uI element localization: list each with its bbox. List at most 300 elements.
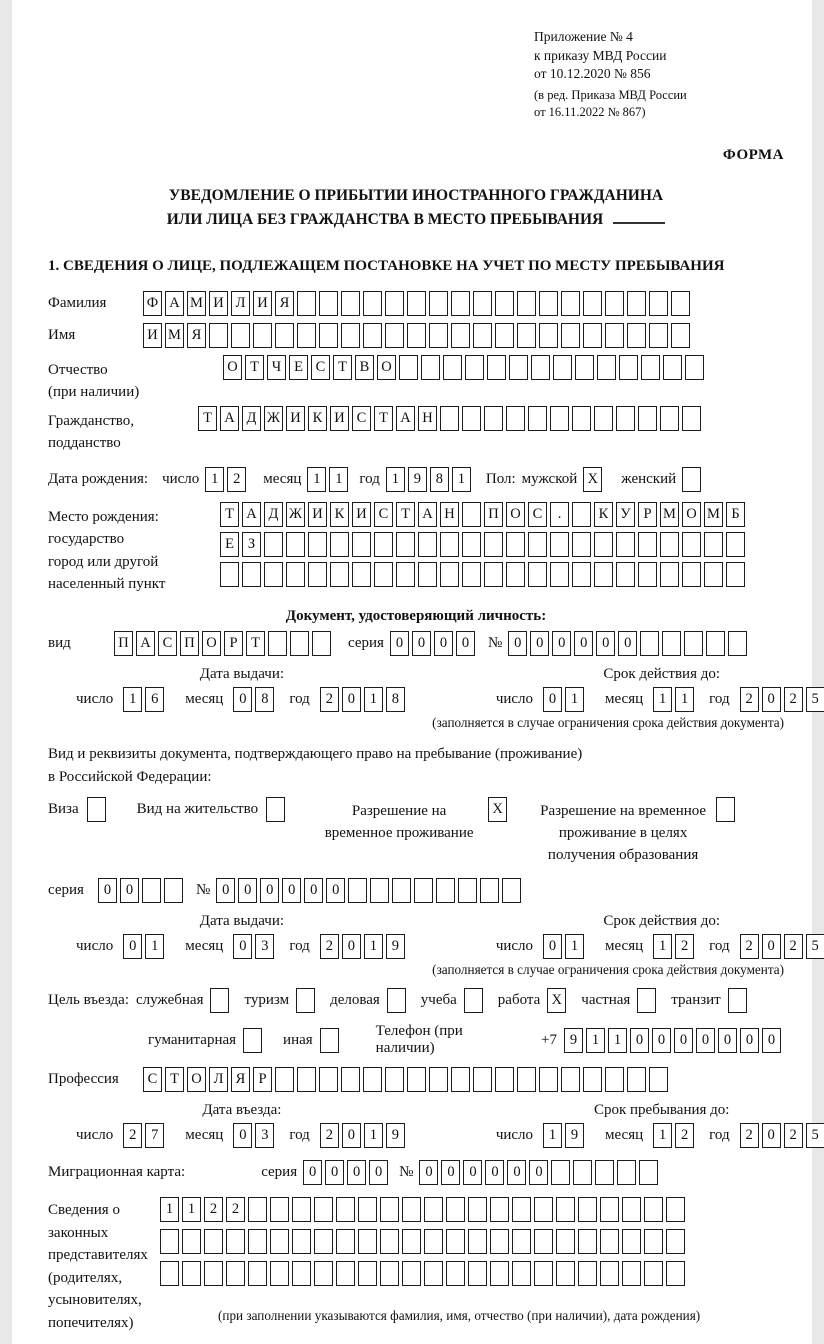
char-cell[interactable]: 2: [227, 467, 246, 492]
char-cell[interactable]: [600, 1197, 619, 1222]
char-cell[interactable]: [464, 988, 483, 1013]
char-cell[interactable]: 0: [325, 1160, 344, 1185]
char-cell[interactable]: 0: [434, 631, 453, 656]
char-cell[interactable]: [480, 878, 499, 903]
char-cell[interactable]: [663, 355, 682, 380]
char-cell[interactable]: Т: [374, 406, 393, 431]
char-cell[interactable]: 0: [485, 1160, 504, 1185]
char-cell[interactable]: М: [165, 323, 184, 348]
char-cell[interactable]: Я: [187, 323, 206, 348]
char-cell[interactable]: [363, 291, 382, 316]
char-cell[interactable]: [484, 532, 503, 557]
char-cell[interactable]: [528, 406, 547, 431]
char-cell[interactable]: [509, 355, 528, 380]
char-cell[interactable]: [575, 355, 594, 380]
char-cell[interactable]: Б: [726, 502, 745, 527]
char-cell[interactable]: И: [253, 291, 272, 316]
char-cell[interactable]: [363, 323, 382, 348]
char-cell[interactable]: [220, 562, 239, 587]
char-cell[interactable]: [682, 406, 701, 431]
char-cell[interactable]: 2: [320, 687, 339, 712]
char-cell[interactable]: [264, 562, 283, 587]
char-cell[interactable]: [644, 1261, 663, 1286]
char-cell[interactable]: [182, 1229, 201, 1254]
char-cell[interactable]: И: [330, 406, 349, 431]
char-cell[interactable]: 0: [304, 878, 323, 903]
char-cell[interactable]: [429, 323, 448, 348]
char-cell[interactable]: 1: [653, 687, 672, 712]
char-cell[interactable]: 1: [123, 687, 142, 712]
char-cell[interactable]: [465, 355, 484, 380]
char-cell[interactable]: П: [114, 631, 133, 656]
char-cell[interactable]: [142, 878, 161, 903]
char-cell[interactable]: [517, 291, 536, 316]
char-cell[interactable]: [528, 532, 547, 557]
char-cell[interactable]: [539, 323, 558, 348]
char-cell[interactable]: 0: [762, 1028, 781, 1053]
char-cell[interactable]: 0: [718, 1028, 737, 1053]
char-cell[interactable]: 5: [806, 1123, 824, 1148]
char-cell[interactable]: И: [308, 502, 327, 527]
char-cell[interactable]: [440, 562, 459, 587]
char-cell[interactable]: [374, 532, 393, 557]
char-cell[interactable]: 1: [145, 934, 164, 959]
char-cell[interactable]: [726, 562, 745, 587]
char-cell[interactable]: [490, 1261, 509, 1286]
char-cell[interactable]: [440, 406, 459, 431]
char-cell[interactable]: 1: [364, 687, 383, 712]
char-cell[interactable]: [473, 1067, 492, 1092]
char-cell[interactable]: [286, 532, 305, 557]
char-cell[interactable]: С: [352, 406, 371, 431]
char-cell[interactable]: [352, 562, 371, 587]
char-cell[interactable]: О: [187, 1067, 206, 1092]
char-cell[interactable]: [468, 1261, 487, 1286]
char-cell[interactable]: Е: [289, 355, 308, 380]
char-cell[interactable]: [649, 1067, 668, 1092]
char-cell[interactable]: [716, 797, 735, 822]
char-cell[interactable]: [292, 1261, 311, 1286]
char-cell[interactable]: 0: [233, 1123, 252, 1148]
char-cell[interactable]: [336, 1261, 355, 1286]
char-cell[interactable]: [512, 1261, 531, 1286]
char-cell[interactable]: Н: [418, 406, 437, 431]
char-cell[interactable]: 1: [307, 467, 326, 492]
char-cell[interactable]: Ф: [143, 291, 162, 316]
char-cell[interactable]: [605, 291, 624, 316]
char-cell[interactable]: [640, 631, 659, 656]
char-cell[interactable]: 0: [762, 1123, 781, 1148]
char-cell[interactable]: [490, 1197, 509, 1222]
char-cell[interactable]: [539, 1067, 558, 1092]
char-cell[interactable]: 2: [740, 1123, 759, 1148]
char-cell[interactable]: [462, 562, 481, 587]
char-cell[interactable]: 7: [145, 1123, 164, 1148]
char-cell[interactable]: [308, 532, 327, 557]
char-cell[interactable]: [728, 988, 747, 1013]
char-cell[interactable]: [600, 1261, 619, 1286]
char-cell[interactable]: З: [242, 532, 261, 557]
char-cell[interactable]: [429, 291, 448, 316]
char-cell[interactable]: [451, 1067, 470, 1092]
char-cell[interactable]: Л: [231, 291, 250, 316]
char-cell[interactable]: И: [209, 291, 228, 316]
char-cell[interactable]: [348, 878, 367, 903]
char-cell[interactable]: [374, 562, 393, 587]
char-cell[interactable]: 0: [441, 1160, 460, 1185]
char-cell[interactable]: 0: [98, 878, 117, 903]
char-cell[interactable]: 0: [216, 878, 235, 903]
char-cell[interactable]: [534, 1229, 553, 1254]
char-cell[interactable]: [231, 323, 250, 348]
char-cell[interactable]: [297, 1067, 316, 1092]
char-cell[interactable]: 9: [408, 467, 427, 492]
char-cell[interactable]: Р: [638, 502, 657, 527]
char-cell[interactable]: Т: [198, 406, 217, 431]
char-cell[interactable]: 0: [552, 631, 571, 656]
char-cell[interactable]: И: [143, 323, 162, 348]
char-cell[interactable]: И: [352, 502, 371, 527]
char-cell[interactable]: В: [355, 355, 374, 380]
char-cell[interactable]: 2: [226, 1197, 245, 1222]
char-cell[interactable]: 2: [740, 934, 759, 959]
char-cell[interactable]: П: [484, 502, 503, 527]
char-cell[interactable]: [572, 532, 591, 557]
char-cell[interactable]: 8: [255, 687, 274, 712]
char-cell[interactable]: 2: [784, 687, 803, 712]
char-cell[interactable]: 1: [543, 1123, 562, 1148]
char-cell[interactable]: Ч: [267, 355, 286, 380]
char-cell[interactable]: 3: [255, 934, 274, 959]
char-cell[interactable]: [627, 323, 646, 348]
char-cell[interactable]: [517, 323, 536, 348]
char-cell[interactable]: [495, 291, 514, 316]
char-cell[interactable]: 1: [675, 687, 694, 712]
char-cell[interactable]: [572, 406, 591, 431]
char-cell[interactable]: [297, 291, 316, 316]
char-cell[interactable]: 0: [696, 1028, 715, 1053]
char-cell[interactable]: [402, 1197, 421, 1222]
char-cell[interactable]: [204, 1229, 223, 1254]
char-cell[interactable]: [594, 532, 613, 557]
char-cell[interactable]: [605, 323, 624, 348]
char-cell[interactable]: [380, 1261, 399, 1286]
char-cell[interactable]: Р: [224, 631, 243, 656]
char-cell[interactable]: [512, 1197, 531, 1222]
char-cell[interactable]: [380, 1229, 399, 1254]
char-cell[interactable]: [458, 878, 477, 903]
char-cell[interactable]: [622, 1261, 641, 1286]
char-cell[interactable]: [407, 323, 426, 348]
char-cell[interactable]: [330, 532, 349, 557]
char-cell[interactable]: 1: [565, 687, 584, 712]
char-cell[interactable]: X: [583, 467, 602, 492]
char-cell[interactable]: [451, 291, 470, 316]
char-cell[interactable]: 6: [145, 687, 164, 712]
char-cell[interactable]: 2: [320, 1123, 339, 1148]
char-cell[interactable]: [726, 532, 745, 557]
char-cell[interactable]: 2: [123, 1123, 142, 1148]
char-cell[interactable]: [561, 291, 580, 316]
char-cell[interactable]: М: [704, 502, 723, 527]
char-cell[interactable]: С: [311, 355, 330, 380]
char-cell[interactable]: О: [377, 355, 396, 380]
char-cell[interactable]: [473, 291, 492, 316]
char-cell[interactable]: 0: [342, 687, 361, 712]
char-cell[interactable]: [671, 323, 690, 348]
char-cell[interactable]: [637, 988, 656, 1013]
char-cell[interactable]: [660, 532, 679, 557]
char-cell[interactable]: [164, 878, 183, 903]
char-cell[interactable]: [638, 532, 657, 557]
char-cell[interactable]: [320, 1028, 339, 1053]
char-cell[interactable]: [209, 323, 228, 348]
char-cell[interactable]: 0: [543, 934, 562, 959]
char-cell[interactable]: Я: [275, 291, 294, 316]
char-cell[interactable]: [600, 1229, 619, 1254]
char-cell[interactable]: 1: [364, 934, 383, 959]
char-cell[interactable]: 3: [255, 1123, 274, 1148]
char-cell[interactable]: М: [187, 291, 206, 316]
char-cell[interactable]: [556, 1229, 575, 1254]
char-cell[interactable]: М: [660, 502, 679, 527]
char-cell[interactable]: [319, 291, 338, 316]
char-cell[interactable]: [270, 1261, 289, 1286]
char-cell[interactable]: 1: [364, 1123, 383, 1148]
char-cell[interactable]: 0: [282, 878, 301, 903]
char-cell[interactable]: [517, 1067, 536, 1092]
char-cell[interactable]: [506, 562, 525, 587]
char-cell[interactable]: А: [136, 631, 155, 656]
char-cell[interactable]: [312, 631, 331, 656]
char-cell[interactable]: [490, 1229, 509, 1254]
char-cell[interactable]: [578, 1197, 597, 1222]
char-cell[interactable]: 2: [320, 934, 339, 959]
char-cell[interactable]: 1: [608, 1028, 627, 1053]
char-cell[interactable]: И: [286, 406, 305, 431]
char-cell[interactable]: [341, 291, 360, 316]
char-cell[interactable]: 5: [806, 934, 824, 959]
char-cell[interactable]: [418, 532, 437, 557]
char-cell[interactable]: [550, 532, 569, 557]
char-cell[interactable]: [572, 562, 591, 587]
char-cell[interactable]: 0: [574, 631, 593, 656]
char-cell[interactable]: 0: [369, 1160, 388, 1185]
char-cell[interactable]: [446, 1229, 465, 1254]
char-cell[interactable]: [160, 1261, 179, 1286]
char-cell[interactable]: [363, 1067, 382, 1092]
char-cell[interactable]: [617, 1160, 636, 1185]
char-cell[interactable]: [414, 878, 433, 903]
char-cell[interactable]: [622, 1229, 641, 1254]
char-cell[interactable]: [666, 1229, 685, 1254]
char-cell[interactable]: [462, 502, 481, 527]
char-cell[interactable]: [226, 1229, 245, 1254]
char-cell[interactable]: 8: [386, 687, 405, 712]
char-cell[interactable]: С: [374, 502, 393, 527]
char-cell[interactable]: [248, 1229, 267, 1254]
char-cell[interactable]: 0: [463, 1160, 482, 1185]
char-cell[interactable]: Ж: [264, 406, 283, 431]
char-cell[interactable]: [462, 532, 481, 557]
char-cell[interactable]: 1: [160, 1197, 179, 1222]
char-cell[interactable]: [330, 562, 349, 587]
char-cell[interactable]: Т: [396, 502, 415, 527]
char-cell[interactable]: [583, 291, 602, 316]
char-cell[interactable]: [728, 631, 747, 656]
char-cell[interactable]: С: [528, 502, 547, 527]
char-cell[interactable]: 0: [233, 934, 252, 959]
char-cell[interactable]: [248, 1261, 267, 1286]
char-cell[interactable]: 0: [120, 878, 139, 903]
char-cell[interactable]: [264, 532, 283, 557]
char-cell[interactable]: 0: [412, 631, 431, 656]
char-cell[interactable]: [627, 1067, 646, 1092]
char-cell[interactable]: С: [143, 1067, 162, 1092]
char-cell[interactable]: 2: [675, 1123, 694, 1148]
char-cell[interactable]: 1: [452, 467, 471, 492]
char-cell[interactable]: 1: [565, 934, 584, 959]
char-cell[interactable]: 2: [784, 1123, 803, 1148]
char-cell[interactable]: 1: [329, 467, 348, 492]
char-cell[interactable]: [387, 988, 406, 1013]
char-cell[interactable]: [418, 562, 437, 587]
char-cell[interactable]: [270, 1197, 289, 1222]
char-cell[interactable]: [528, 562, 547, 587]
char-cell[interactable]: [440, 532, 459, 557]
char-cell[interactable]: [644, 1229, 663, 1254]
char-cell[interactable]: 0: [456, 631, 475, 656]
char-cell[interactable]: 0: [342, 1123, 361, 1148]
char-cell[interactable]: [385, 1067, 404, 1092]
char-cell[interactable]: [484, 562, 503, 587]
char-cell[interactable]: [578, 1261, 597, 1286]
char-cell[interactable]: А: [220, 406, 239, 431]
char-cell[interactable]: 0: [507, 1160, 526, 1185]
char-cell[interactable]: 1: [653, 934, 672, 959]
char-cell[interactable]: [473, 323, 492, 348]
char-cell[interactable]: А: [418, 502, 437, 527]
char-cell[interactable]: [641, 355, 660, 380]
char-cell[interactable]: Т: [165, 1067, 184, 1092]
char-cell[interactable]: [358, 1261, 377, 1286]
char-cell[interactable]: [446, 1261, 465, 1286]
char-cell[interactable]: .: [550, 502, 569, 527]
char-cell[interactable]: [502, 878, 521, 903]
char-cell[interactable]: [336, 1229, 355, 1254]
char-cell[interactable]: 0: [260, 878, 279, 903]
char-cell[interactable]: [352, 532, 371, 557]
char-cell[interactable]: 2: [784, 934, 803, 959]
char-cell[interactable]: 0: [390, 631, 409, 656]
char-cell[interactable]: [421, 355, 440, 380]
char-cell[interactable]: [248, 1197, 267, 1222]
char-cell[interactable]: 8: [430, 467, 449, 492]
char-cell[interactable]: [468, 1229, 487, 1254]
char-cell[interactable]: [385, 291, 404, 316]
char-cell[interactable]: 2: [204, 1197, 223, 1222]
char-cell[interactable]: [270, 1229, 289, 1254]
char-cell[interactable]: [243, 1028, 262, 1053]
char-cell[interactable]: [268, 631, 287, 656]
char-cell[interactable]: [685, 355, 704, 380]
char-cell[interactable]: 0: [238, 878, 257, 903]
char-cell[interactable]: А: [242, 502, 261, 527]
char-cell[interactable]: [468, 1197, 487, 1222]
char-cell[interactable]: X: [488, 797, 507, 822]
char-cell[interactable]: [682, 532, 701, 557]
char-cell[interactable]: [682, 467, 701, 492]
char-cell[interactable]: [242, 562, 261, 587]
char-cell[interactable]: У: [616, 502, 635, 527]
char-cell[interactable]: [666, 1261, 685, 1286]
char-cell[interactable]: 0: [652, 1028, 671, 1053]
char-cell[interactable]: [616, 562, 635, 587]
char-cell[interactable]: [649, 323, 668, 348]
char-cell[interactable]: [660, 406, 679, 431]
char-cell[interactable]: [341, 323, 360, 348]
char-cell[interactable]: [385, 323, 404, 348]
char-cell[interactable]: 0: [123, 934, 142, 959]
char-cell[interactable]: 2: [675, 934, 694, 959]
char-cell[interactable]: [597, 355, 616, 380]
char-cell[interactable]: 0: [762, 687, 781, 712]
char-cell[interactable]: О: [506, 502, 525, 527]
char-cell[interactable]: П: [180, 631, 199, 656]
char-cell[interactable]: [619, 355, 638, 380]
char-cell[interactable]: [484, 406, 503, 431]
char-cell[interactable]: [399, 355, 418, 380]
char-cell[interactable]: [644, 1197, 663, 1222]
char-cell[interactable]: [487, 355, 506, 380]
char-cell[interactable]: [553, 355, 572, 380]
char-cell[interactable]: [462, 406, 481, 431]
char-cell[interactable]: [556, 1261, 575, 1286]
char-cell[interactable]: [407, 1067, 426, 1092]
char-cell[interactable]: 2: [740, 687, 759, 712]
char-cell[interactable]: К: [330, 502, 349, 527]
char-cell[interactable]: [704, 532, 723, 557]
char-cell[interactable]: 0: [326, 878, 345, 903]
char-cell[interactable]: [539, 291, 558, 316]
char-cell[interactable]: [319, 1067, 338, 1092]
char-cell[interactable]: [290, 631, 309, 656]
char-cell[interactable]: [286, 562, 305, 587]
char-cell[interactable]: [638, 406, 657, 431]
char-cell[interactable]: 1: [653, 1123, 672, 1148]
char-cell[interactable]: [204, 1261, 223, 1286]
char-cell[interactable]: [506, 406, 525, 431]
char-cell[interactable]: [534, 1197, 553, 1222]
char-cell[interactable]: [308, 562, 327, 587]
char-cell[interactable]: [550, 406, 569, 431]
char-cell[interactable]: [226, 1261, 245, 1286]
char-cell[interactable]: [583, 1067, 602, 1092]
char-cell[interactable]: [627, 291, 646, 316]
char-cell[interactable]: [160, 1229, 179, 1254]
char-cell[interactable]: Л: [209, 1067, 228, 1092]
char-cell[interactable]: 0: [419, 1160, 438, 1185]
char-cell[interactable]: [296, 988, 315, 1013]
char-cell[interactable]: [253, 323, 272, 348]
char-cell[interactable]: 9: [565, 1123, 584, 1148]
char-cell[interactable]: [336, 1197, 355, 1222]
char-cell[interactable]: Т: [245, 355, 264, 380]
char-cell[interactable]: 0: [543, 687, 562, 712]
char-cell[interactable]: [684, 631, 703, 656]
char-cell[interactable]: [424, 1197, 443, 1222]
char-cell[interactable]: 0: [674, 1028, 693, 1053]
